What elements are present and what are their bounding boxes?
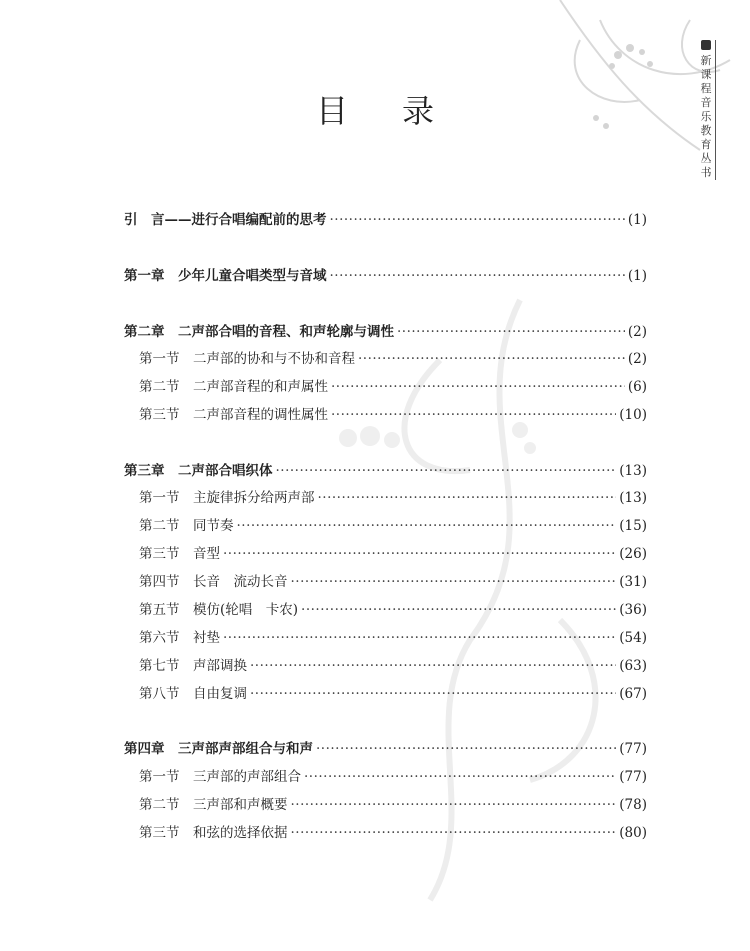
- toc-leader-dots: [358, 350, 625, 368]
- toc-entry-label: 第一章 少年儿童合唱类型与音域: [124, 268, 327, 284]
- toc-section-entry: [139, 601, 647, 619]
- toc-leader-dots: [250, 657, 616, 675]
- toc-leader-dots: [397, 323, 625, 341]
- toc-page-number: (2): [627, 351, 647, 367]
- toc-page-number: (36): [619, 602, 647, 618]
- toc-leader-dots: [291, 824, 617, 842]
- toc-section-entry: [139, 768, 647, 786]
- toc-section-entry: [139, 657, 647, 675]
- page-title: 目录: [315, 92, 488, 130]
- toc-section-entry: [139, 573, 647, 591]
- toc-leader-dots: [223, 629, 616, 647]
- toc-page-number: (77): [619, 741, 647, 757]
- publisher-logo-icon: [701, 40, 711, 50]
- toc-page-number: (54): [619, 630, 647, 646]
- toc-page-number: (26): [619, 546, 647, 562]
- toc-entry-label: 第一节 二声部的协和与不协和音程: [139, 351, 355, 367]
- toc-section-entry: [139, 796, 647, 814]
- toc-page-number: (13): [619, 463, 647, 479]
- toc-leader-dots: [301, 601, 616, 619]
- toc-entry-label: 第三节 和弦的选择依据: [139, 825, 288, 841]
- toc-chapter-entry: [124, 211, 647, 229]
- toc-leader-dots: [330, 211, 625, 229]
- toc-chapter-entry: [124, 323, 647, 341]
- toc-leader-dots: [250, 685, 616, 703]
- toc-section-entry: [139, 350, 647, 368]
- toc-entry-label: 第二节 同节奏: [139, 518, 234, 534]
- toc-leader-dots: [223, 545, 616, 563]
- toc-page-number: (2): [627, 324, 647, 340]
- toc-entry-label: 第一节 三声部的声部组合: [139, 769, 301, 785]
- toc-chapter-entry: [124, 740, 647, 758]
- toc-chapter-entry: [124, 267, 647, 285]
- toc-section-entry: [139, 685, 647, 703]
- toc-entry-label: 第八节 自由复调: [139, 686, 247, 702]
- toc-page-number: (31): [619, 574, 647, 590]
- toc-entry-label: 第五节 模仿(轮唱 卡农): [139, 602, 299, 618]
- toc-section-entry: [139, 489, 647, 507]
- toc-section-entry: [139, 545, 647, 563]
- toc-entry-label: 第三节 二声部音程的调性属性: [139, 407, 328, 423]
- toc-entry-label: 第四节 长音 流动长音: [139, 574, 288, 590]
- toc-section-entry: [139, 824, 647, 842]
- toc-leader-dots: [330, 267, 625, 285]
- toc-leader-dots: [291, 796, 617, 814]
- toc-entry-label: 第三章 二声部合唱织体: [124, 463, 273, 479]
- toc-chapter-entry: [124, 462, 647, 480]
- toc-leader-dots: [291, 573, 617, 591]
- toc-page-number: (63): [619, 658, 647, 674]
- toc-leader-dots: [318, 489, 617, 507]
- toc-leader-dots: [237, 517, 617, 535]
- toc-entry-label: 第一节 主旋律拆分给两声部: [139, 490, 315, 506]
- toc-leader-dots: [304, 768, 616, 786]
- toc-entry-label: 第二节 三声部和声概要: [139, 797, 288, 813]
- toc-section-entry: [139, 378, 647, 396]
- toc-entry-label: 第三节 音型: [139, 546, 220, 562]
- toc-page-number: (67): [619, 686, 647, 702]
- toc-leader-dots: [331, 378, 625, 396]
- toc-page-number: (6): [627, 379, 647, 395]
- toc-leader-dots: [316, 740, 616, 758]
- toc-entry-label: 引 言——进行合唱编配前的思考: [124, 212, 327, 228]
- toc-page-number: (1): [627, 268, 647, 284]
- toc-section-entry: [139, 406, 647, 424]
- toc-page-number: (13): [619, 490, 647, 506]
- toc-page-number: (78): [619, 797, 647, 813]
- toc-page-number: (10): [619, 407, 647, 423]
- toc-entry-label: 第七节 声部调换: [139, 658, 247, 674]
- toc-page-number: (80): [619, 825, 647, 841]
- toc-leader-dots: [276, 462, 617, 480]
- toc-page-number: (15): [619, 518, 647, 534]
- toc-page-number: (77): [619, 769, 647, 785]
- toc-entry-label: 第二节 二声部音程的和声属性: [139, 379, 328, 395]
- series-title-text: 新课程音乐教育丛书: [700, 54, 712, 179]
- toc-entry-label: 第二章 二声部合唱的音程、和声轮廓与调性: [124, 324, 394, 340]
- toc-page-number: (1): [627, 212, 647, 228]
- toc-section-entry: [139, 629, 647, 647]
- toc-entry-label: 第六节 衬垫: [139, 630, 220, 646]
- toc-entry-label: 第四章 三声部声部组合与和声: [124, 741, 313, 757]
- toc-section-entry: [139, 517, 647, 535]
- toc-leader-dots: [331, 406, 616, 424]
